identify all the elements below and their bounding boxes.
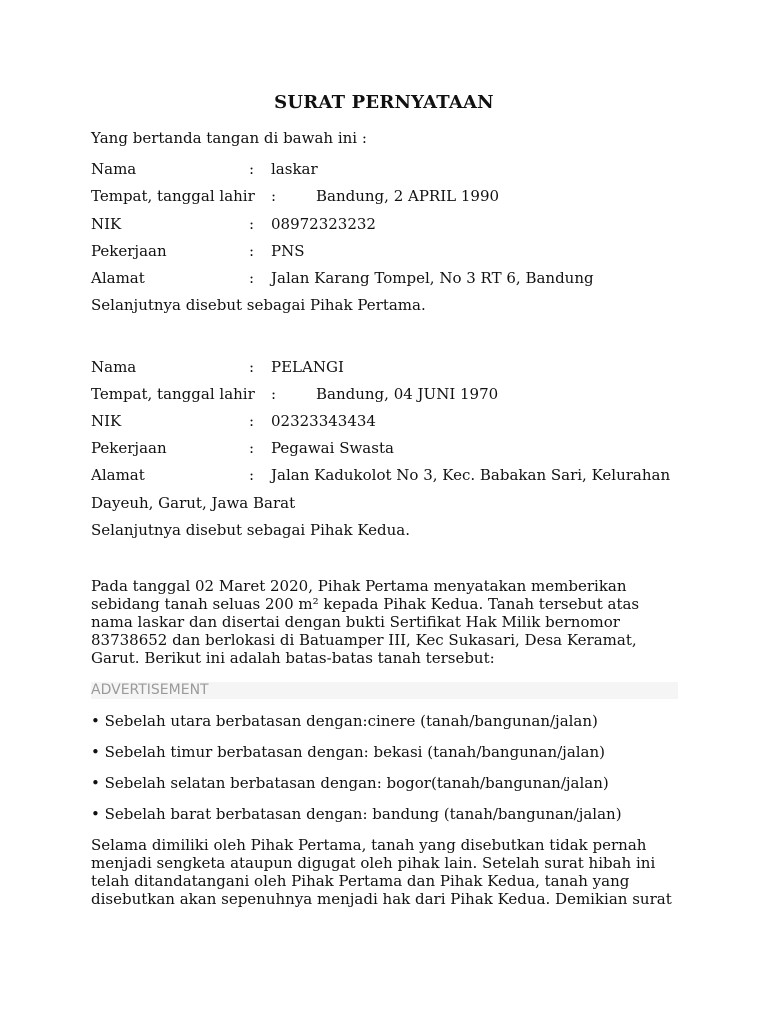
paragraph-line: Garut. Berikut ini adalah batas-batas tanah tersebut: bbox=[91, 649, 495, 667]
field-label: Pekerjaan bbox=[91, 242, 167, 260]
p2-row-alamat bbox=[91, 466, 691, 486]
field-value: Bandung, 04 JUNI 1970 bbox=[316, 385, 499, 403]
intro-text: Yang bertanda tangan di bawah ini : bbox=[91, 129, 367, 147]
paragraph-line: disebutkan akan sepenuhnya menjadi hak dari Pihak Kedua. Demikian surat bbox=[91, 890, 672, 908]
boundary-north: • Sebelah utara berbatasan dengan:cinere (tanah/bangunan/jalan) bbox=[91, 712, 598, 730]
p1-closing: Selanjutnya disebut sebagai Pihak Pertama. bbox=[91, 296, 426, 314]
field-label: Nama bbox=[91, 358, 137, 376]
p2-closing: Selanjutnya disebut sebagai Pihak Kedua. bbox=[91, 521, 411, 539]
field-value: laskar bbox=[271, 160, 318, 178]
field-value: Bandung, 2 APRIL 1990 bbox=[316, 187, 500, 205]
boundary-south: • Sebelah selatan berbatasan dengan: bogor(tanah/bangunan/jalan) bbox=[91, 774, 609, 792]
p1-row-alamat bbox=[91, 269, 691, 289]
p1-row-pekerjaan bbox=[91, 242, 691, 262]
paragraph-line: 83738652 dan berlokasi di Batuamper III, Kec Sukasari, Desa Keramat, bbox=[91, 631, 637, 649]
paragraph-line: menjadi sengketa ataupun digugat oleh pihak lain. Setelah surat hibah ini bbox=[91, 854, 656, 872]
field-colon: : bbox=[249, 412, 255, 430]
field-label: Nama bbox=[91, 160, 137, 178]
field-colon: : bbox=[249, 466, 255, 484]
p2-address-continuation: Dayeuh, Garut, Jawa Barat bbox=[91, 494, 296, 512]
field-colon: : bbox=[249, 358, 255, 376]
paragraph-line: Selama dimiliki oleh Pihak Pertama, tanah yang disebutkan tidak pernah bbox=[91, 836, 647, 854]
field-value: Jalan Karang Tompel, No 3 RT 6, Bandung bbox=[271, 269, 594, 287]
field-value: PELANGI bbox=[271, 358, 344, 376]
field-label: Alamat bbox=[91, 269, 145, 287]
advertisement-label: ADVERTISEMENT bbox=[91, 682, 678, 699]
paragraph-line: sebidang tanah seluas 200 m² kepada Pihak Kedua. Tanah tersebut atas bbox=[91, 595, 640, 613]
field-label: Pekerjaan bbox=[91, 439, 167, 457]
p2-row-pekerjaan bbox=[91, 439, 691, 459]
field-colon: : bbox=[249, 160, 255, 178]
field-value: 08972323232 bbox=[271, 215, 376, 233]
field-label: Tempat, tanggal lahir bbox=[91, 385, 255, 403]
p2-row-ttl bbox=[91, 385, 691, 405]
field-colon: : bbox=[271, 385, 277, 403]
field-label: Alamat bbox=[91, 466, 145, 484]
field-colon: : bbox=[249, 439, 255, 457]
paragraph-line: nama laskar dan disertai dengan bukti Sertifikat Hak Milik bernomor bbox=[91, 613, 620, 631]
p2-row-nama bbox=[91, 358, 691, 378]
p1-row-ttl bbox=[91, 187, 691, 207]
paragraph-gift-statement bbox=[91, 577, 691, 667]
field-label: NIK bbox=[91, 215, 122, 233]
paragraph-line: telah ditandatangani oleh Pihak Pertama dan Pihak Kedua, tanah yang bbox=[91, 872, 630, 890]
document-title: SURAT PERNYATAAN bbox=[274, 92, 494, 113]
paragraph-ownership bbox=[91, 836, 691, 908]
field-value: 02323343434 bbox=[271, 412, 376, 430]
p1-row-nama bbox=[91, 160, 691, 180]
field-colon: : bbox=[249, 269, 255, 287]
field-label: Tempat, tanggal lahir bbox=[91, 187, 255, 205]
paragraph-line: Pada tanggal 02 Maret 2020, Pihak Pertama menyatakan memberikan bbox=[91, 577, 627, 595]
boundary-west: • Sebelah barat berbatasan dengan: bandung (tanah/bangunan/jalan) bbox=[91, 805, 622, 823]
field-colon: : bbox=[249, 242, 255, 260]
field-value: Jalan Kadukolot No 3, Kec. Babakan Sari, Kelurahan bbox=[271, 466, 671, 484]
p2-row-nik bbox=[91, 412, 691, 432]
field-colon: : bbox=[271, 187, 277, 205]
field-value: Pegawai Swasta bbox=[271, 439, 394, 457]
field-colon: : bbox=[249, 215, 255, 233]
p1-row-nik bbox=[91, 215, 691, 235]
field-value: PNS bbox=[271, 242, 305, 260]
boundary-east: • Sebelah timur berbatasan dengan: bekasi (tanah/bangunan/jalan) bbox=[91, 743, 606, 761]
field-label: NIK bbox=[91, 412, 122, 430]
